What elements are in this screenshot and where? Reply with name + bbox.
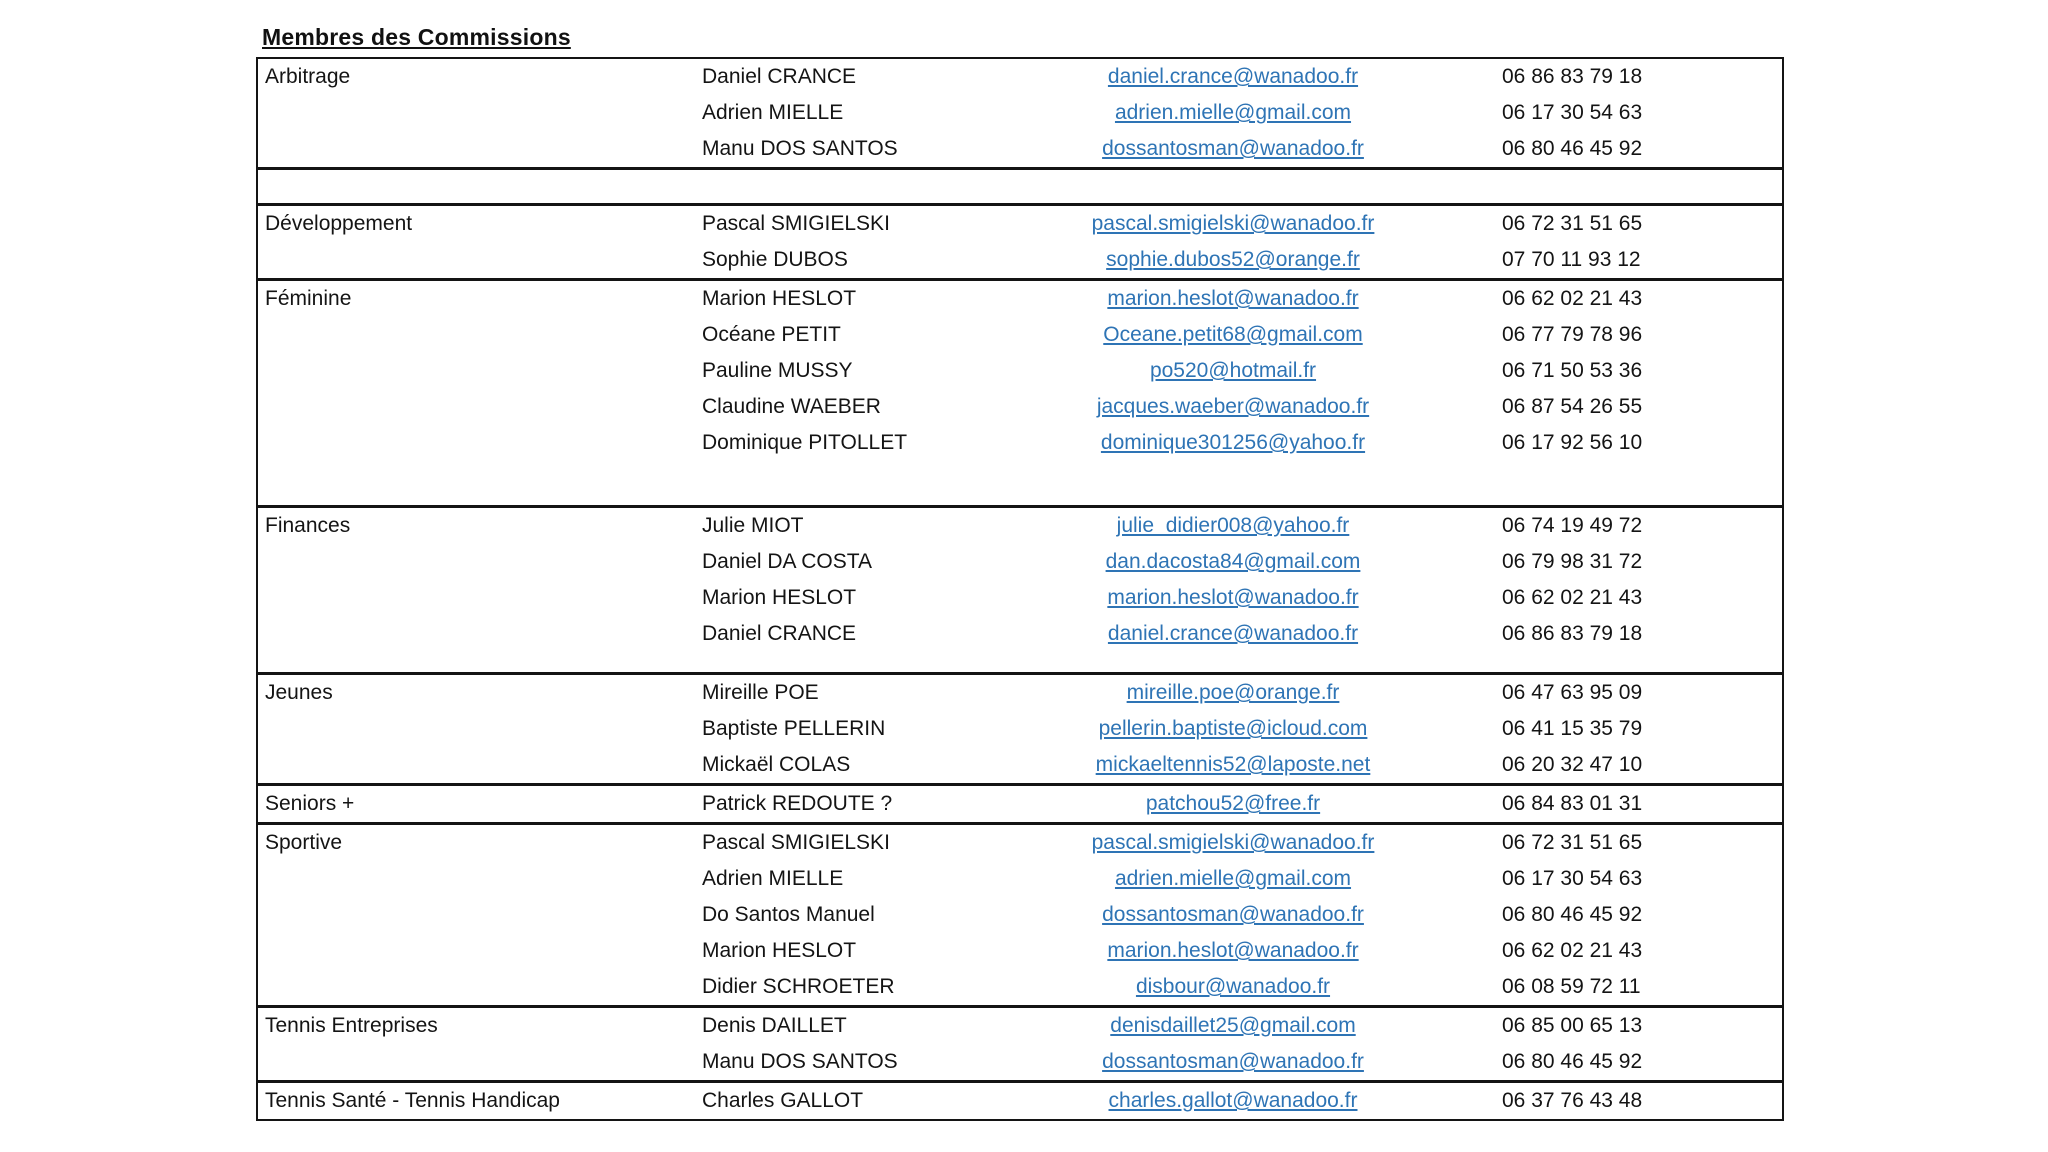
member-row xyxy=(258,281,1782,317)
member-row xyxy=(258,206,1782,242)
member-phone: 06 47 63 95 09 xyxy=(1502,681,1643,704)
email-link[interactable]: pellerin.baptiste@icloud.com xyxy=(1098,717,1368,740)
member-name: Marion HESLOT xyxy=(702,586,857,609)
member-email-cell xyxy=(968,681,1498,705)
member-name: Daniel CRANCE xyxy=(702,622,857,645)
commission-section-sportive xyxy=(258,825,1782,1008)
member-name: Do Santos Manuel xyxy=(702,903,875,926)
member-name: Océane PETIT xyxy=(702,323,841,346)
member-name: Sophie DUBOS xyxy=(702,248,848,271)
member-email-cell xyxy=(968,867,1498,891)
member-row xyxy=(258,242,1782,278)
member-phone: 06 08 59 72 11 xyxy=(1502,975,1641,998)
commission-name: Seniors + xyxy=(265,792,355,815)
member-name: Daniel CRANCE xyxy=(702,65,857,88)
member-name: Didier SCHROETER xyxy=(702,975,895,998)
commission-section-seniors xyxy=(258,786,1782,825)
member-row xyxy=(258,675,1782,711)
member-phone: 06 71 50 53 36 xyxy=(1502,359,1643,382)
member-name: Manu DOS SANTOS xyxy=(702,137,898,160)
member-name: Pascal SMIGIELSKI xyxy=(702,831,890,854)
page-title: Membres des Commissions xyxy=(262,24,571,50)
member-phone: 06 17 30 54 63 xyxy=(1502,867,1643,890)
member-email-cell xyxy=(968,622,1498,646)
email-link[interactable]: marion.heslot@wanadoo.fr xyxy=(1107,586,1359,609)
member-phone: 06 17 30 54 63 xyxy=(1502,101,1643,124)
member-name: Adrien MIELLE xyxy=(702,867,844,890)
member-email-cell xyxy=(968,137,1498,161)
member-email-cell xyxy=(968,359,1498,383)
member-phone: 06 37 76 43 48 xyxy=(1502,1089,1643,1112)
commission-name: Développement xyxy=(265,212,413,235)
member-email-cell xyxy=(968,753,1498,777)
email-link[interactable]: daniel.crance@wanadoo.fr xyxy=(1107,622,1359,645)
member-email-cell xyxy=(968,975,1498,999)
member-row xyxy=(258,969,1782,1005)
member-email-cell xyxy=(968,550,1498,574)
member-row xyxy=(258,425,1782,461)
member-name: Baptiste PELLERIN xyxy=(702,717,886,740)
commission-name: Arbitrage xyxy=(265,65,351,88)
email-link[interactable]: mickaeltennis52@laposte.net xyxy=(1095,753,1371,776)
member-name: Dominique PITOLLET xyxy=(702,431,908,454)
member-phone: 06 74 19 49 72 xyxy=(1502,514,1643,537)
member-email-cell xyxy=(968,939,1498,963)
email-link[interactable]: adrien.mielle@gmail.com xyxy=(1114,867,1352,890)
member-phone: 06 41 15 35 79 xyxy=(1502,717,1643,740)
member-row xyxy=(258,933,1782,969)
member-phone: 06 80 46 45 92 xyxy=(1502,137,1643,160)
member-row xyxy=(258,786,1782,822)
email-link[interactable]: patchou52@free.fr xyxy=(1145,792,1321,815)
member-phone: 07 70 11 93 12 xyxy=(1502,248,1641,271)
member-phone: 06 86 83 79 18 xyxy=(1502,65,1643,88)
member-row xyxy=(258,1008,1782,1044)
member-row xyxy=(258,317,1782,353)
email-link[interactable]: marion.heslot@wanadoo.fr xyxy=(1107,939,1359,962)
member-row xyxy=(258,131,1782,167)
email-link[interactable]: disbour@wanadoo.fr xyxy=(1135,975,1331,998)
member-row xyxy=(258,508,1782,544)
member-name: Manu DOS SANTOS xyxy=(702,1050,898,1073)
email-link[interactable]: denisdaillet25@gmail.com xyxy=(1110,1014,1356,1037)
email-link[interactable]: julie_didier008@yahoo.fr xyxy=(1116,514,1350,537)
email-link[interactable]: dossantosman@wanadoo.fr xyxy=(1102,137,1364,160)
member-name: Charles GALLOT xyxy=(702,1089,864,1112)
commission-name: Tennis Santé - Tennis Handicap xyxy=(265,1089,560,1112)
member-row xyxy=(258,897,1782,933)
email-link[interactable]: dominique301256@yahoo.fr xyxy=(1100,431,1366,454)
member-row xyxy=(258,861,1782,897)
section-blank-space xyxy=(258,461,1782,505)
member-phone: 06 87 54 26 55 xyxy=(1502,395,1643,418)
member-name: Marion HESLOT xyxy=(702,287,857,310)
member-email-cell xyxy=(968,1089,1498,1113)
member-phone: 06 85 00 65 13 xyxy=(1502,1014,1643,1037)
member-phone: 06 79 98 31 72 xyxy=(1502,550,1643,573)
member-name: Julie MIOT xyxy=(702,514,804,537)
member-email-cell xyxy=(968,395,1498,419)
member-phone: 06 62 02 21 43 xyxy=(1502,939,1643,962)
email-link[interactable]: po520@hotmail.fr xyxy=(1149,359,1317,382)
member-email-cell xyxy=(968,248,1498,272)
member-row xyxy=(258,747,1782,783)
member-row xyxy=(258,580,1782,616)
member-name: Marion HESLOT xyxy=(702,939,857,962)
commission-section-feminine xyxy=(258,281,1782,508)
email-link[interactable]: sophie.dubos52@orange.fr xyxy=(1106,248,1360,271)
member-phone: 06 72 31 51 65 xyxy=(1502,831,1643,854)
member-email-cell xyxy=(968,65,1498,89)
member-phone: 06 17 92 56 10 xyxy=(1502,431,1643,454)
member-row xyxy=(258,95,1782,131)
email-link[interactable]: jacques.waeber@wanadoo.fr xyxy=(1096,395,1370,418)
member-row xyxy=(258,1044,1782,1080)
commission-name: Sportive xyxy=(265,831,343,854)
member-phone: 06 86 83 79 18 xyxy=(1502,622,1643,645)
member-name: Pauline MUSSY xyxy=(702,359,853,382)
member-email-cell xyxy=(968,514,1498,538)
member-name: Mickaël COLAS xyxy=(702,753,851,776)
email-link[interactable]: marion.heslot@wanadoo.fr xyxy=(1107,287,1359,310)
email-link[interactable]: adrien.mielle@gmail.com xyxy=(1114,101,1352,124)
member-email-cell xyxy=(968,287,1498,311)
commission-name: Finances xyxy=(265,514,351,537)
email-link[interactable]: mireille.poe@orange.fr xyxy=(1126,681,1340,704)
member-email-cell xyxy=(968,101,1498,125)
commission-name: Tennis Entreprises xyxy=(265,1014,438,1037)
member-name: Daniel DA COSTA xyxy=(702,550,872,573)
commissions-table xyxy=(256,57,1784,1121)
member-email-cell xyxy=(968,1014,1498,1038)
member-row xyxy=(258,711,1782,747)
email-link[interactable]: dossantosman@wanadoo.fr xyxy=(1102,1050,1364,1073)
email-link[interactable]: pascal.smigielski@wanadoo.fr xyxy=(1091,831,1375,854)
member-email-cell xyxy=(968,1050,1498,1074)
member-phone: 06 80 46 45 92 xyxy=(1502,903,1643,926)
member-email-cell xyxy=(968,831,1498,855)
member-name: Claudine WAEBER xyxy=(702,395,881,418)
member-email-cell xyxy=(968,431,1498,455)
member-email-cell xyxy=(968,323,1498,347)
member-email-cell xyxy=(968,717,1498,741)
member-email-cell xyxy=(968,586,1498,610)
member-row xyxy=(258,616,1782,652)
member-email-cell xyxy=(968,903,1498,927)
member-phone: 06 84 83 01 31 xyxy=(1502,792,1643,815)
member-name: Pascal SMIGIELSKI xyxy=(702,212,890,235)
member-phone: 06 80 46 45 92 xyxy=(1502,1050,1643,1073)
commission-section-arbitrage xyxy=(258,59,1782,170)
commission-name: Féminine xyxy=(265,287,352,310)
member-row xyxy=(258,389,1782,425)
email-link[interactable]: Oceane.petit68@gmail.com xyxy=(1103,323,1363,346)
member-name: Denis DAILLET xyxy=(702,1014,847,1037)
member-phone: 06 62 02 21 43 xyxy=(1502,586,1643,609)
member-name: Adrien MIELLE xyxy=(702,101,844,124)
commission-section-tennis-sante-tennis-handicap xyxy=(258,1083,1782,1119)
email-link[interactable]: charles.gallot@wanadoo.fr xyxy=(1108,1089,1358,1112)
commission-name: Jeunes xyxy=(265,681,333,704)
table-spacer-row xyxy=(258,170,1782,206)
member-email-cell xyxy=(968,792,1498,816)
member-name: Patrick REDOUTE ? xyxy=(702,792,893,815)
commission-section-developpement xyxy=(258,206,1782,281)
member-name: Mireille POE xyxy=(702,681,819,704)
member-phone: 06 77 79 78 96 xyxy=(1502,323,1643,346)
member-email-cell xyxy=(968,212,1498,236)
member-row xyxy=(258,544,1782,580)
member-phone: 06 62 02 21 43 xyxy=(1502,287,1643,310)
member-phone: 06 72 31 51 65 xyxy=(1502,212,1643,235)
email-link[interactable]: pascal.smigielski@wanadoo.fr xyxy=(1091,212,1375,235)
email-link[interactable]: dan.dacosta84@gmail.com xyxy=(1105,550,1361,573)
member-row xyxy=(258,353,1782,389)
member-phone: 06 20 32 47 10 xyxy=(1502,753,1643,776)
email-link[interactable]: daniel.crance@wanadoo.fr xyxy=(1107,65,1359,88)
member-row xyxy=(258,825,1782,861)
commission-section-jeunes xyxy=(258,675,1782,786)
member-row xyxy=(258,1083,1782,1119)
section-blank-space xyxy=(258,652,1782,672)
email-link[interactable]: dossantosman@wanadoo.fr xyxy=(1102,903,1364,926)
commission-section-tennis-entreprises xyxy=(258,1008,1782,1083)
commission-section-finances xyxy=(258,508,1782,675)
member-row xyxy=(258,59,1782,95)
